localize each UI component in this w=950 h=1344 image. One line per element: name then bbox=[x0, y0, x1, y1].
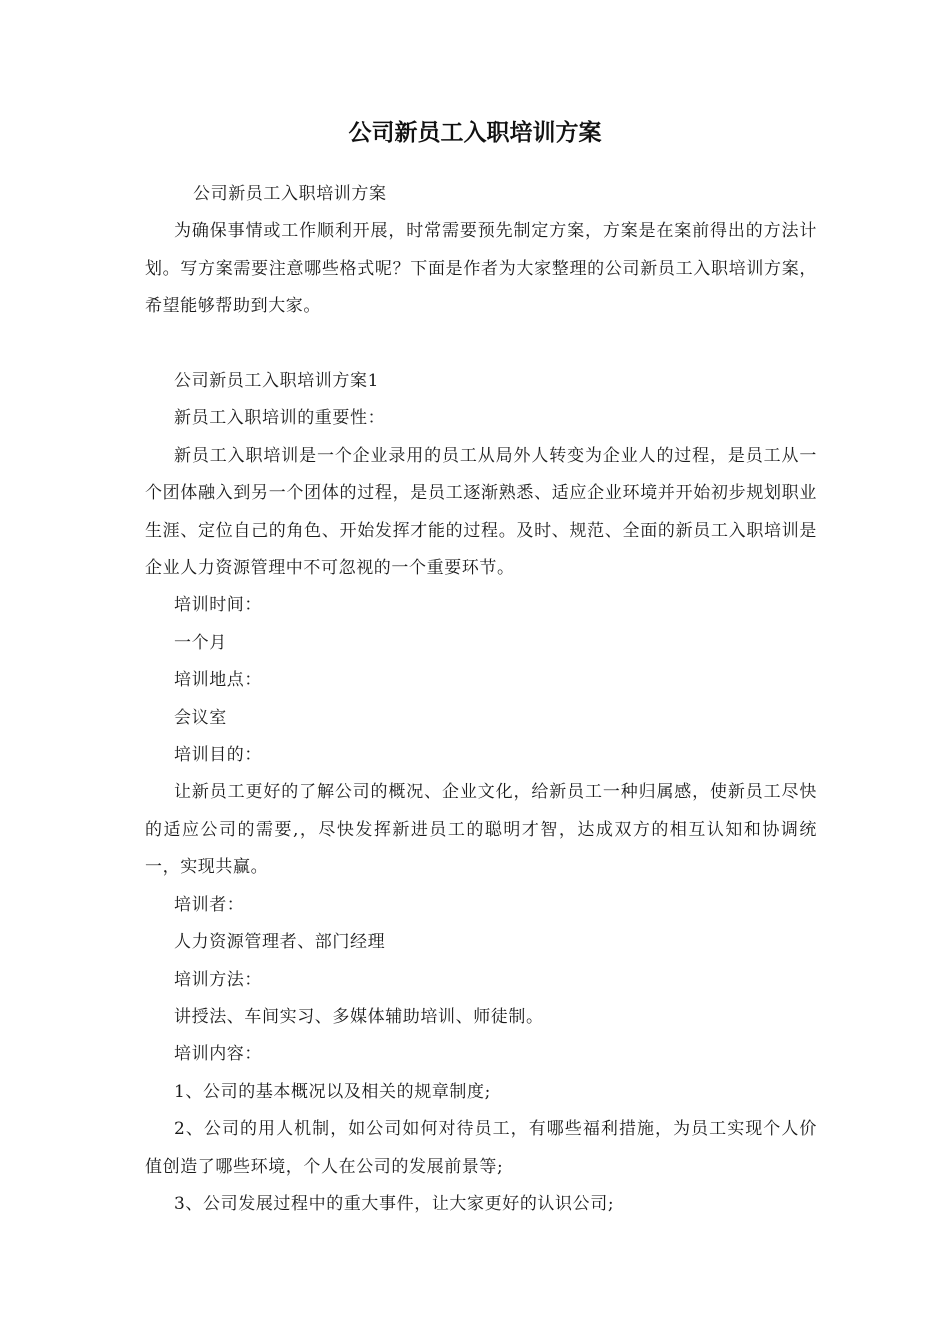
paragraph-label: 培训者： bbox=[174, 894, 245, 915]
paragraph-label: 培训时间： bbox=[174, 595, 262, 616]
document-body bbox=[145, 176, 817, 1223]
list-item: 1、公司的基本概况以及相关的规章制度; bbox=[174, 1081, 491, 1102]
paragraph-label: 培训目的： bbox=[174, 745, 262, 766]
paragraph-label: 培训内容： bbox=[174, 1044, 262, 1065]
paragraph-value: 人力资源管理者、部门经理 bbox=[174, 932, 386, 953]
paragraph-label: 新员工入职培训的重要性： bbox=[174, 408, 386, 429]
paragraph-value: 会议室 bbox=[174, 707, 227, 728]
paragraph-value: 讲授法、车间实习、多媒体辅助培训、师徒制。 bbox=[174, 1006, 544, 1027]
section-heading: 公司新员工入职培训方案1 bbox=[174, 371, 380, 392]
blank-line bbox=[145, 326, 817, 363]
purpose-paragraph: 让新员工更好的了解公司的概况、企业文化，给新员工一种归属感，使新员工尽快的适应公司的需要,，尽快发挥新进员工的聪明才智，达成双方的相互认知和协调统一，实现共赢。 bbox=[145, 782, 817, 878]
intro-paragraph: 为确保事情或工作顺利开展，时常需要预先制定方案，方案是在案前得出的方法计划。写方案需要注意哪些格式呢？下面是作者为大家整理的公司新员工入职培训方案，希望能够帮助到大家。 bbox=[145, 221, 817, 317]
document-title: 公司新员工入职培训方案 bbox=[348, 120, 602, 146]
list-item: 2、公司的用人机制，如公司如何对待员工，有哪些福利措施，为员工实现个人价值创造了哪些环境，个人在公司的发展前景等; bbox=[145, 1119, 817, 1177]
document-subtitle: 公司新员工入职培训方案 bbox=[193, 184, 387, 204]
list-item: 3、公司发展过程中的重大事件，让大家更好的认识公司; bbox=[174, 1193, 615, 1214]
paragraph-label: 培训地点： bbox=[174, 670, 262, 691]
paragraph-label: 培训方法： bbox=[174, 969, 262, 990]
importance-paragraph: 新员工入职培训是一个企业录用的员工从局外人转变为企业人的过程，是员工从一个团体融入到另一个团体的过程，是员工逐渐熟悉、适应企业环境并开始初步规划职业生涯、定位自己的角色、开始发挥才能的过程。及时、规范、全面的新员工入职培训是企业人力资源管理中不可忽视的一个重要环节。 bbox=[145, 445, 817, 579]
paragraph-value: 一个月 bbox=[174, 632, 227, 653]
